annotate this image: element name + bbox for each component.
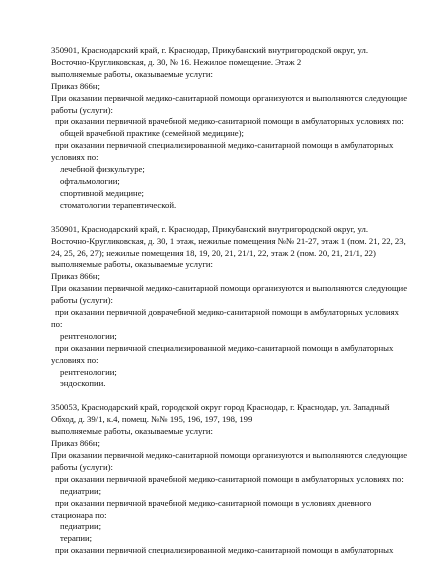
text-line: выполняемые работы, оказываемые услуги: xyxy=(51,259,213,270)
text-line: работы (услуги): xyxy=(51,295,113,306)
text-line: 24, 25, 26, 27); нежилые помещения 18, 19, 20, 21, 21/1, 22, этаж 2 (пом. 20, 21, 21/1, 22) xyxy=(51,247,376,258)
text-line: общей врачебной практике (семейной медицине); xyxy=(60,128,244,139)
text-line: При оказании первичной медико-санитарной помощи организуются и выполняются следующие xyxy=(51,283,408,294)
text-line: 350901, Краснодарский край, г. Краснодар, Прикубанский внутригородской округ, ул. xyxy=(51,223,368,234)
text-line: офтальмологии; xyxy=(60,175,120,186)
text-line: педиатрии; xyxy=(60,485,102,496)
text-line: 350053, Краснодарский край, городской округ город Краснодар, г. Краснодар, ул. Западный xyxy=(51,402,390,413)
address-block xyxy=(51,402,421,557)
text-line: педиатрии; xyxy=(60,521,102,532)
text-line: рентгенологии; xyxy=(60,330,117,341)
text-line: 350901, Краснодарский край, г. Краснодар, Прикубанский внутригородской округ, ул. xyxy=(51,45,368,55)
document-page xyxy=(51,45,421,569)
text-line: Приказ 866н; xyxy=(51,80,100,91)
text-line: условиях по: xyxy=(51,152,99,163)
text-line: рентгенологии; xyxy=(60,366,117,377)
address-block xyxy=(51,45,421,212)
text-line: выполняемые работы, оказываемые услуги: xyxy=(51,426,213,437)
text-line: лечебной физкультуре; xyxy=(60,164,145,175)
text-line: Приказ 866н; xyxy=(51,438,100,449)
text-line: при оказании первичной врачебной медико-санитарной помощи в амбулаторных условиях по: xyxy=(55,473,404,484)
text-line: стоматологии терапевтической. xyxy=(60,199,177,210)
text-line: работы (услуги): xyxy=(51,104,113,115)
text-line: терапии; xyxy=(60,533,93,544)
text-line: при оказании первичной врачебной медико-санитарной помощи в условиях дневного xyxy=(55,497,372,508)
text-line: Приказ 866н; xyxy=(51,271,100,282)
text-line: при оказании первичной доврачебной медико-санитарной помощи в амбулаторных условиях xyxy=(55,307,399,318)
text-line: При оказании первичной медико-санитарной помощи организуются и выполняются следующие xyxy=(51,92,408,103)
text-line: стационара по: xyxy=(51,509,107,520)
text-line: эндоскопии. xyxy=(60,378,106,389)
text-line: Восточно-Кругликовская, д. 30, 1 этаж, нежилые помещения №№ 21-27, этаж 1 (пом. 21, 22, 23, xyxy=(51,235,406,246)
text-line: выполняемые работы, оказываемые услуги: xyxy=(51,68,213,79)
text-line: условиях по: xyxy=(51,354,99,365)
text-line: при оказании первичной специализированной медико-санитарной помощи в амбулаторных xyxy=(55,545,394,556)
text-line: при оказании первичной врачебной медико-санитарной помощи в амбулаторных условиях по: xyxy=(55,116,404,127)
text-line: при оказании первичной специализированной медико-санитарной помощи в амбулаторных xyxy=(55,140,394,151)
text-line: работы (услуги): xyxy=(51,461,113,472)
text-line: Восточно-Кругликовская, д. 30, № 16. Нежилое помещение. Этаж 2 xyxy=(51,56,302,67)
text-line: при оказании первичной специализированной медико-санитарной помощи в амбулаторных xyxy=(55,342,394,353)
text-line: При оказании первичной медико-санитарной помощи организуются и выполняются следующие xyxy=(51,450,408,460)
text-line: спортивной медицине; xyxy=(60,187,144,198)
address-block xyxy=(51,224,421,391)
text-line: по: xyxy=(51,318,63,329)
text-line: Обход, д. 39/1, к.4, помещ. №№ 195, 196, 197, 198, 199 xyxy=(51,414,253,425)
